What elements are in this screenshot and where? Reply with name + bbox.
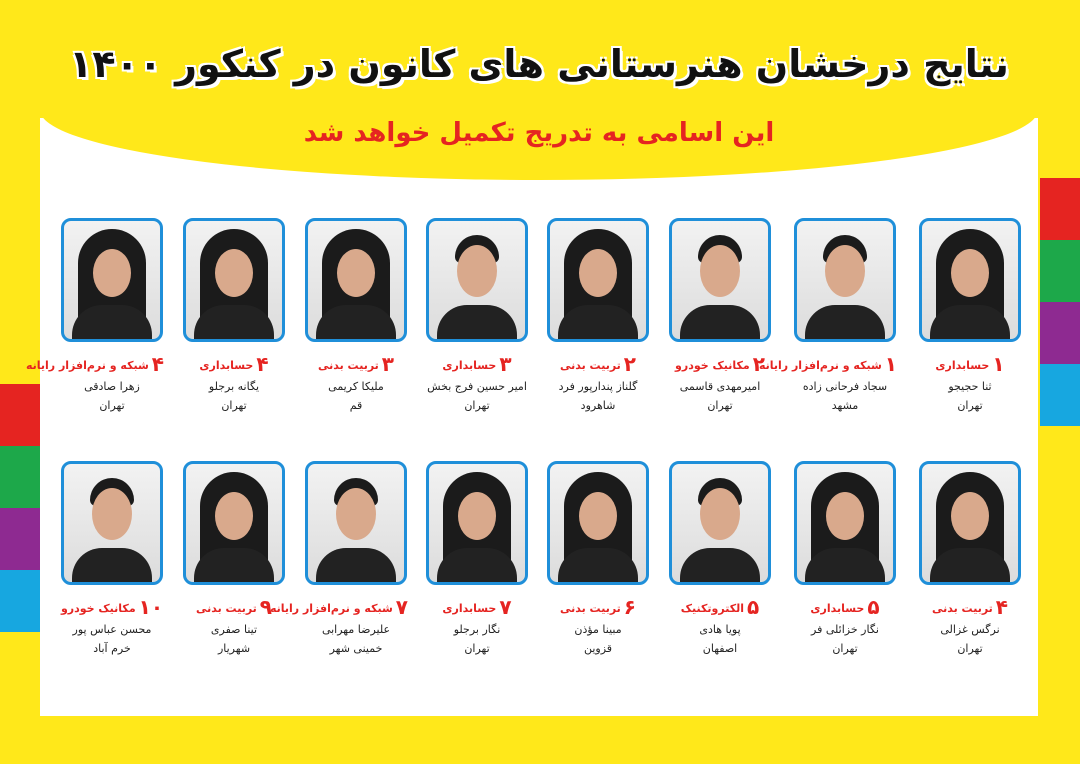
student-card — [546, 461, 650, 655]
stripe-left-green — [0, 446, 40, 508]
student-name: محسن عباس پور — [72, 623, 152, 636]
photo-face — [215, 492, 253, 540]
field-label: مکانیک خودرو — [60, 602, 136, 615]
field-label: تربیت بدنی — [559, 602, 621, 615]
photo-body — [930, 305, 1010, 342]
stripe-right-purple — [1040, 302, 1080, 364]
photo-body — [437, 305, 517, 342]
student-photo — [426, 218, 528, 342]
photo-body — [558, 305, 638, 342]
poster-subtitle: این اسامی به تدریج تکمیل خواهد شد — [303, 118, 775, 148]
rank-line — [793, 595, 897, 619]
rank-line — [425, 595, 529, 619]
student-card — [60, 461, 164, 655]
stripe-left-blue — [0, 570, 40, 632]
student-city: قزوین — [583, 642, 613, 655]
student-name: ملیکا کریمی — [328, 380, 384, 393]
student-photo — [919, 461, 1021, 585]
field-label: حسابداری — [442, 359, 497, 372]
student-name: پویا هادی — [699, 623, 741, 636]
student-city: تهران — [221, 399, 247, 412]
student-name: نگار خزائلی فر — [811, 623, 879, 636]
student-name: نرگس غزالی — [940, 623, 1000, 636]
photo-body — [437, 548, 517, 585]
student-card — [793, 461, 897, 655]
student-name: علیرضا مهرابی — [321, 623, 391, 636]
student-photo — [183, 461, 285, 585]
student-city: تهران — [99, 399, 125, 412]
rank-number: ۵ — [867, 595, 880, 619]
rank-line — [304, 352, 408, 376]
student-card — [668, 218, 772, 412]
photo-body — [805, 305, 885, 342]
field-label: تربیت بدنی — [195, 602, 257, 615]
student-card — [546, 218, 650, 412]
student-card — [304, 218, 408, 412]
stripe-right-green — [1040, 240, 1080, 302]
student-name: نگار برجلو — [453, 623, 501, 636]
rank-line — [918, 595, 1022, 619]
student-card — [269, 461, 408, 655]
student-city: شاهرود — [580, 399, 616, 412]
field-label: تربیت بدنی — [317, 359, 379, 372]
rank-line — [269, 595, 408, 619]
photo-face — [92, 488, 132, 540]
student-city: تهران — [832, 642, 858, 655]
student-photo — [61, 461, 163, 585]
student-photo — [794, 218, 896, 342]
rank-number: ۷ — [499, 595, 512, 619]
student-city: قم — [349, 399, 363, 412]
student-photo — [183, 218, 285, 342]
student-city: شهریار — [217, 642, 251, 655]
photo-face — [825, 245, 865, 297]
field-label: مکانیک خودرو — [675, 359, 750, 372]
rank-line — [668, 595, 772, 619]
student-photo — [669, 461, 771, 585]
rank-number: ۵ — [747, 595, 760, 619]
photo-face — [951, 249, 989, 297]
photo-body — [72, 548, 152, 585]
field-label: شبکه و نرم‌افزار رایانه — [758, 359, 882, 372]
stripe-right-red — [1040, 178, 1080, 240]
photo-face — [93, 249, 131, 297]
rank-number: ۹ — [259, 595, 273, 619]
student-card — [918, 218, 1022, 412]
student-city: تهران — [464, 399, 490, 412]
student-photo — [305, 461, 407, 585]
photo-body — [680, 548, 760, 585]
rank-number: ۳ — [381, 352, 395, 376]
student-name: یگانه برجلو — [208, 380, 260, 393]
photo-face — [700, 488, 740, 540]
photo-face — [700, 245, 740, 297]
photo-body — [72, 305, 152, 342]
photo-body — [930, 548, 1010, 585]
photo-body — [680, 305, 760, 342]
student-city: خرم آباد — [93, 642, 131, 655]
rank-number: ۲ — [623, 352, 637, 376]
student-photo — [547, 461, 649, 585]
photo-face — [579, 249, 617, 297]
student-name: زهرا صادقی — [84, 380, 140, 393]
photo-body — [194, 548, 274, 585]
photo-face — [458, 492, 496, 540]
student-card — [918, 461, 1022, 655]
student-photo — [794, 461, 896, 585]
student-city: تهران — [707, 399, 733, 412]
student-photo — [919, 218, 1021, 342]
poster-title: نتایج درخشان هنرستانی های کانون در کنکور ۱۴۰۰ — [69, 42, 1009, 86]
rank-line — [668, 352, 772, 376]
photo-face — [457, 245, 497, 297]
photo-face — [215, 249, 253, 297]
rank-line — [546, 352, 650, 376]
student-card — [668, 461, 772, 655]
student-photo — [669, 218, 771, 342]
photo-face — [826, 492, 864, 540]
student-name: تینا صفری — [210, 623, 258, 636]
rank-line — [546, 595, 650, 619]
rank-line — [182, 352, 286, 376]
field-label: شبکه و نرم‌افزار رایانه — [25, 359, 149, 372]
photo-body — [316, 305, 396, 342]
student-name: امیرمهدی قاسمی — [679, 380, 761, 393]
photo-body — [316, 548, 396, 585]
student-photo — [61, 218, 163, 342]
rank-number: ۱۰ — [138, 595, 164, 619]
field-label: تربیت بدنی — [559, 359, 621, 372]
photo-body — [805, 548, 885, 585]
student-name: سجاد فرحانی زاده — [802, 380, 888, 393]
student-city: اصفهان — [702, 642, 738, 655]
student-city: تهران — [957, 642, 983, 655]
field-label: الکتروتکنیک — [680, 602, 745, 615]
stripe-left-red — [0, 384, 40, 446]
field-label: حسابداری — [935, 359, 990, 372]
student-name: ثنا حجیجو — [948, 380, 992, 393]
rank-line — [182, 595, 286, 619]
photo-body — [194, 305, 274, 342]
field-label: حسابداری — [810, 602, 865, 615]
student-card — [758, 218, 897, 412]
rank-line — [25, 352, 164, 376]
rank-line — [918, 352, 1022, 376]
student-card — [182, 461, 286, 655]
stripe-right-blue — [1040, 364, 1080, 426]
photo-face — [336, 488, 376, 540]
student-card — [25, 218, 164, 412]
rank-number: ۱ — [884, 352, 897, 376]
student-photo — [426, 461, 528, 585]
rank-number: ۲ — [752, 352, 765, 376]
rank-number: ۳ — [499, 352, 512, 376]
student-photo — [305, 218, 407, 342]
student-city: مشهد — [831, 399, 859, 412]
photo-face — [337, 249, 375, 297]
rank-number: ۱ — [992, 352, 1005, 376]
rank-line — [758, 352, 897, 376]
rank-number: ۶ — [623, 595, 637, 619]
student-card — [425, 461, 529, 655]
student-city: تهران — [957, 399, 983, 412]
photo-body — [558, 548, 638, 585]
rank-number: ۴ — [995, 595, 1009, 619]
rank-number: ۴ — [151, 352, 164, 376]
student-city: خمینی شهر — [329, 642, 383, 655]
student-card — [182, 218, 286, 412]
student-name: مبینا مؤذن — [574, 623, 622, 636]
stripe-left-purple — [0, 508, 40, 570]
field-label: حسابداری — [442, 602, 497, 615]
field-label: حسابداری — [199, 359, 254, 372]
student-card — [425, 218, 529, 412]
student-city: تهران — [464, 642, 490, 655]
rank-line — [60, 595, 164, 619]
student-photo — [547, 218, 649, 342]
photo-face — [951, 492, 989, 540]
field-label: تربیت بدنی — [931, 602, 993, 615]
rank-number: ۷ — [395, 595, 408, 619]
rank-number: ۴ — [256, 352, 269, 376]
field-label: شبکه و نرم‌افزار رایانه — [269, 602, 393, 615]
student-name: امیر حسین فرج بخش — [427, 380, 527, 393]
photo-face — [579, 492, 617, 540]
rank-line — [425, 352, 529, 376]
student-name: گلناز پندارپور فرد — [558, 380, 638, 393]
